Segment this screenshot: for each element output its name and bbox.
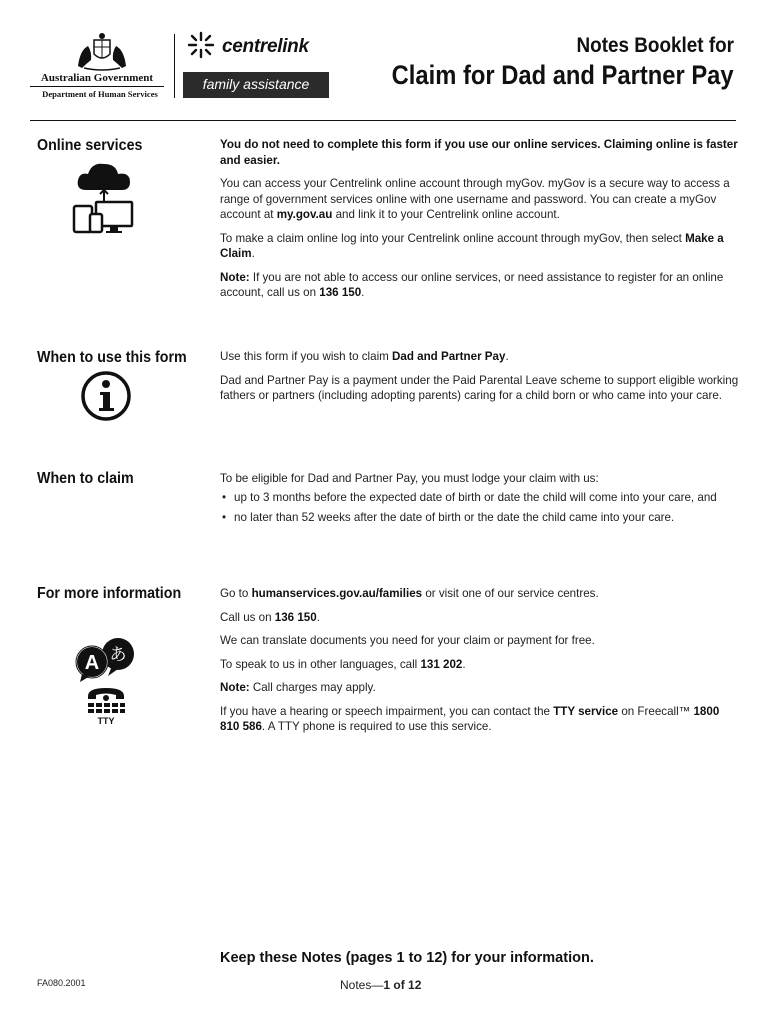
tty-phone-icon <box>84 686 128 716</box>
when-to-claim-body <box>220 471 740 531</box>
online-services-body <box>220 137 740 309</box>
when-to-use-body <box>220 349 740 412</box>
list-item: • up to 3 months before the expected date of birth or date the child will come into your care, and <box>220 490 740 506</box>
doc-title-line1: Notes Booklet for <box>576 34 734 57</box>
more-info-p2: Call us on 136 150. <box>220 610 320 624</box>
doc-title-line2: Claim for Dad and Partner Pay <box>392 60 734 90</box>
online-note: Note: If you are not able to access our online services, or need assistance to register for an online account, call us on 136 150. <box>220 270 724 299</box>
form-code: FA080.2001 <box>37 978 86 988</box>
tty-label: TTY <box>97 716 115 726</box>
when-claim-intro: To be eligible for Dad and Partner Pay, you must lodge your claim with us: <box>220 472 599 485</box>
translate-icon <box>72 636 138 682</box>
humanservices-link[interactable]: humanservices.gov.au/families <box>251 587 423 600</box>
list-item: • no later than 52 weeks after the date of birth or the date the child came into your care. <box>220 510 740 526</box>
mygov-link[interactable]: my.gov.au <box>276 208 333 221</box>
svg-text:あ: あ <box>109 645 127 665</box>
coat-of-arms-logo <box>74 32 130 72</box>
heading-more-info: For more information <box>37 585 182 602</box>
gov-name: Australian Government <box>40 72 154 84</box>
centrelink-star-icon <box>186 30 216 60</box>
info-icon <box>80 370 132 422</box>
family-assistance-label: family assistance <box>202 76 310 92</box>
heading-when-to-use: When to use this form <box>37 349 187 366</box>
when-use-p1: Use this form if you wish to claim Dad and Partner Pay. <box>220 350 509 363</box>
header-divider <box>174 34 175 98</box>
more-info-p4: To speak to us in other languages, call 131 202. <box>220 657 466 671</box>
more-info-p3: We can translate documents you need for your claim or payment for free. <box>220 634 595 647</box>
centrelink-wordmark: centrelink <box>222 36 309 57</box>
cloud-devices-icon <box>72 158 136 234</box>
online-p3: To make a claim online log into your Centrelink online account through myGov, then select Make a Claim. <box>220 231 724 260</box>
heading-online-services: Online services <box>37 137 143 154</box>
page-number: Notes—1 of 12 <box>340 978 422 992</box>
more-info-body <box>220 586 740 743</box>
more-info-p6: If you have a hearing or speech impairment, you can contact the TTY service on Freecall™ 1800 810 586. A TTY phone is required to use this service. <box>220 704 720 733</box>
svg-text:A: A <box>84 652 100 674</box>
header-rule <box>30 120 736 121</box>
more-info-p1: Go to humanservices.gov.au/families or visit one of our service centres. <box>220 587 599 600</box>
when-use-p2: Dad and Partner Pay is a payment under the Paid Parental Leave scheme to support eligible working fathers or partners (including adopting parents) caring for a child born or who came into your care. <box>220 373 739 402</box>
more-info-note: Note: Call charges may apply. <box>220 681 376 694</box>
gov-department: Department of Human Services <box>42 89 158 99</box>
heading-when-to-claim: When to claim <box>37 470 134 487</box>
footer-keep-notes: Keep these Notes (pages 1 to 12) for your information. <box>220 950 594 966</box>
online-intro: You do not need to complete this form if you use our online services. Claiming online is faster and easier. <box>220 138 738 167</box>
gov-rule <box>30 86 164 87</box>
online-p2: You can access your Centrelink online account through myGov. myGov is a secure way to access a range of government services online with one username and password. You can create a myGov account at my.gov.au and link it to your Centrelink online account. <box>220 177 730 221</box>
